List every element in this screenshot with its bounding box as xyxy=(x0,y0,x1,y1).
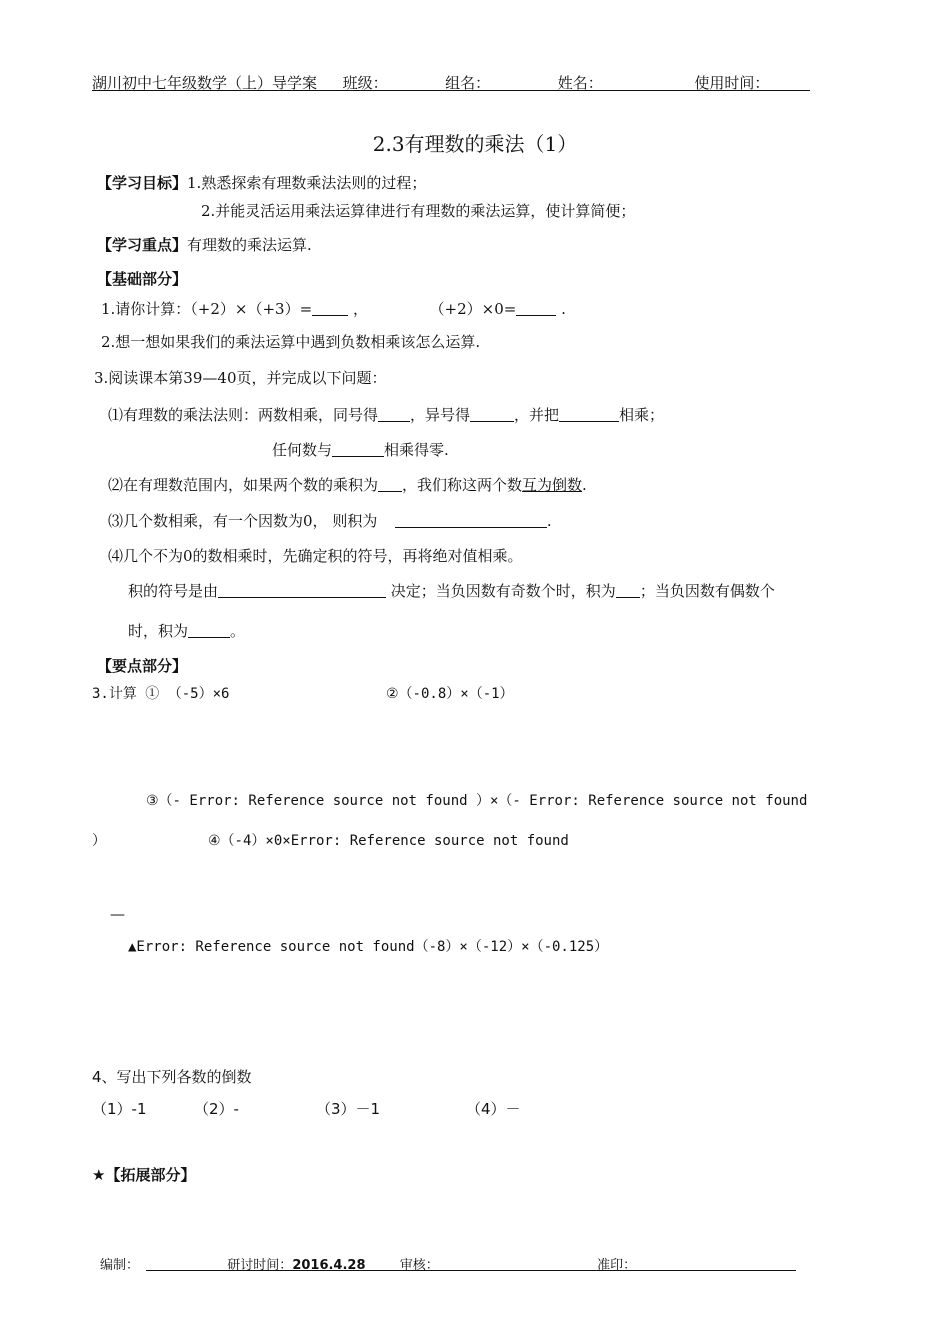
rule-2 xyxy=(108,474,587,495)
q1-blank-a[interactable] xyxy=(312,300,348,316)
calc-3-end: ） xyxy=(92,833,106,849)
focus-line xyxy=(97,234,312,255)
calc-5: ▲Error: Reference source not found（-8）×（-12）×（-0.125） xyxy=(128,939,609,955)
rule-4-sign-text-c: ；当负因数有偶数个 xyxy=(639,582,775,600)
rule-4-blank-sign[interactable] xyxy=(218,582,386,598)
footer-discuss-label: 研讨时间： xyxy=(227,1258,293,1273)
rule-1-blank-diff-sign[interactable] xyxy=(470,406,514,422)
reciprocal-title: 4、写出下列各数的倒数 xyxy=(92,1068,252,1086)
reciprocal-item-2: （2）- xyxy=(194,1100,239,1118)
fraction-dash: — xyxy=(110,905,125,923)
rule-1-text-c: ，并把 xyxy=(514,406,560,424)
rule-2-text-d: . xyxy=(582,476,587,494)
header-rule xyxy=(92,90,810,91)
rule-4-even-text-b: 。 xyxy=(230,622,246,640)
footer-discuss-date: 2016.4.28 xyxy=(292,1258,366,1273)
objective-item-1: 1.熟悉探索有理数乘法法则的过程； xyxy=(187,174,427,192)
objectives-line-1 xyxy=(97,172,426,193)
footer-editor-label: 编制： xyxy=(100,1258,140,1273)
footer-rule xyxy=(146,1270,796,1271)
rule-3-blank[interactable] xyxy=(395,512,547,528)
rule-3 xyxy=(108,510,552,531)
footer-review-label: 审核： xyxy=(399,1258,439,1273)
calc-4: ④（-4）×0×Error: Reference source not found xyxy=(208,833,569,849)
header-school: 湖川初中七年级数学（上）导学案 xyxy=(92,74,318,92)
rule-1-text-d: 相乘； xyxy=(619,406,665,424)
basic-q3: 3.阅读课本第39—40页，并完成以下问题： xyxy=(94,369,387,387)
rule-1-text-a: ⑴有理数的乘法法则：两数相乘，同号得 xyxy=(108,406,379,424)
rule-4-blank-even[interactable] xyxy=(188,622,230,638)
footer-print-label: 准印： xyxy=(597,1258,637,1273)
rule-4-even xyxy=(128,620,245,641)
q1-end: . xyxy=(561,300,566,318)
focus-label: 【学习重点】 xyxy=(97,236,188,254)
calc-2: ②（-0.8）×（-1） xyxy=(386,686,514,702)
rule-1-blank-same-sign[interactable] xyxy=(378,406,410,422)
q1-part-a: 1.请你计算：（+2）×（+3）= xyxy=(101,300,313,318)
basic-q1 xyxy=(101,298,566,319)
q1-blank-b[interactable] xyxy=(516,300,556,316)
objective-item-2: 2.并能灵活运用乘法运算律进行有理数的乘法运算，使计算简便； xyxy=(201,202,636,220)
objectives-label: 【学习目标】 xyxy=(97,174,188,192)
rule-2-text-b: ，我们称这两个数 xyxy=(402,476,523,494)
rule-4: ⑷几个不为0的数相乘时，先确定积的符号，再将绝对值相乘。 xyxy=(108,547,523,565)
basic-q2: 2.想一想如果我们的乘法运算中遇到负数相乘该怎么运算. xyxy=(101,333,481,351)
header-group-label: 组名： xyxy=(445,74,491,92)
rule-3-text-a: ⑶几个数相乘，有一个因数为0， 则积为 xyxy=(108,512,378,530)
reciprocal-item-1: （1）-1 xyxy=(92,1100,147,1118)
rule-4-even-text-a: 时，积为 xyxy=(128,622,189,640)
calc-1: 3.计算 ① （-5）×6 xyxy=(92,686,230,702)
key-label: 【要点部分】 xyxy=(97,657,188,675)
basic-label: 【基础部分】 xyxy=(97,270,188,288)
rule-1 xyxy=(108,404,664,425)
rule-4-sign xyxy=(128,580,775,601)
rule-4-sign-text-b: 决定；当负因数有奇数个时，积为 xyxy=(390,582,616,600)
header-class-label: 班级： xyxy=(342,74,388,92)
rule-1-zero xyxy=(272,439,449,460)
rule-4-sign-text-a: 积的符号是由 xyxy=(128,582,219,600)
rule-3-text-b: . xyxy=(546,512,552,530)
reciprocal-item-4: （4）－ xyxy=(466,1100,521,1118)
rule-1-text-b: ，异号得 xyxy=(410,406,471,424)
extension-label: ★【拓展部分】 xyxy=(92,1166,196,1184)
page-title: 2.3有理数的乘法（1） xyxy=(372,132,578,156)
header-name-label: 姓名： xyxy=(557,74,603,92)
reciprocal-item-3: （3）－1 xyxy=(316,1100,381,1118)
rule-4-blank-odd[interactable] xyxy=(616,582,640,598)
q1-sep: ， xyxy=(352,300,368,318)
rule-2-reciprocal-term: 互为倒数 xyxy=(522,476,583,494)
q1-part-b: （+2）×0= xyxy=(429,300,517,318)
header-time-label: 使用时间： xyxy=(694,74,770,92)
rule-1-blank-multiply[interactable] xyxy=(559,406,619,422)
rule-1-zero-text-a: 任何数与 xyxy=(272,441,333,459)
rule-1-zero-text-b: 相乘得零. xyxy=(384,441,449,459)
focus-text: 有理数的乘法运算. xyxy=(187,236,312,254)
rule-1-blank-zero[interactable] xyxy=(332,441,384,457)
rule-2-blank[interactable] xyxy=(378,476,402,492)
rule-2-text-a: ⑵在有理数范围内，如果两个数的乘积为 xyxy=(108,476,379,494)
calc-3: ③（- Error: Reference source not found ）×（- Error: Reference source not found xyxy=(146,793,808,809)
